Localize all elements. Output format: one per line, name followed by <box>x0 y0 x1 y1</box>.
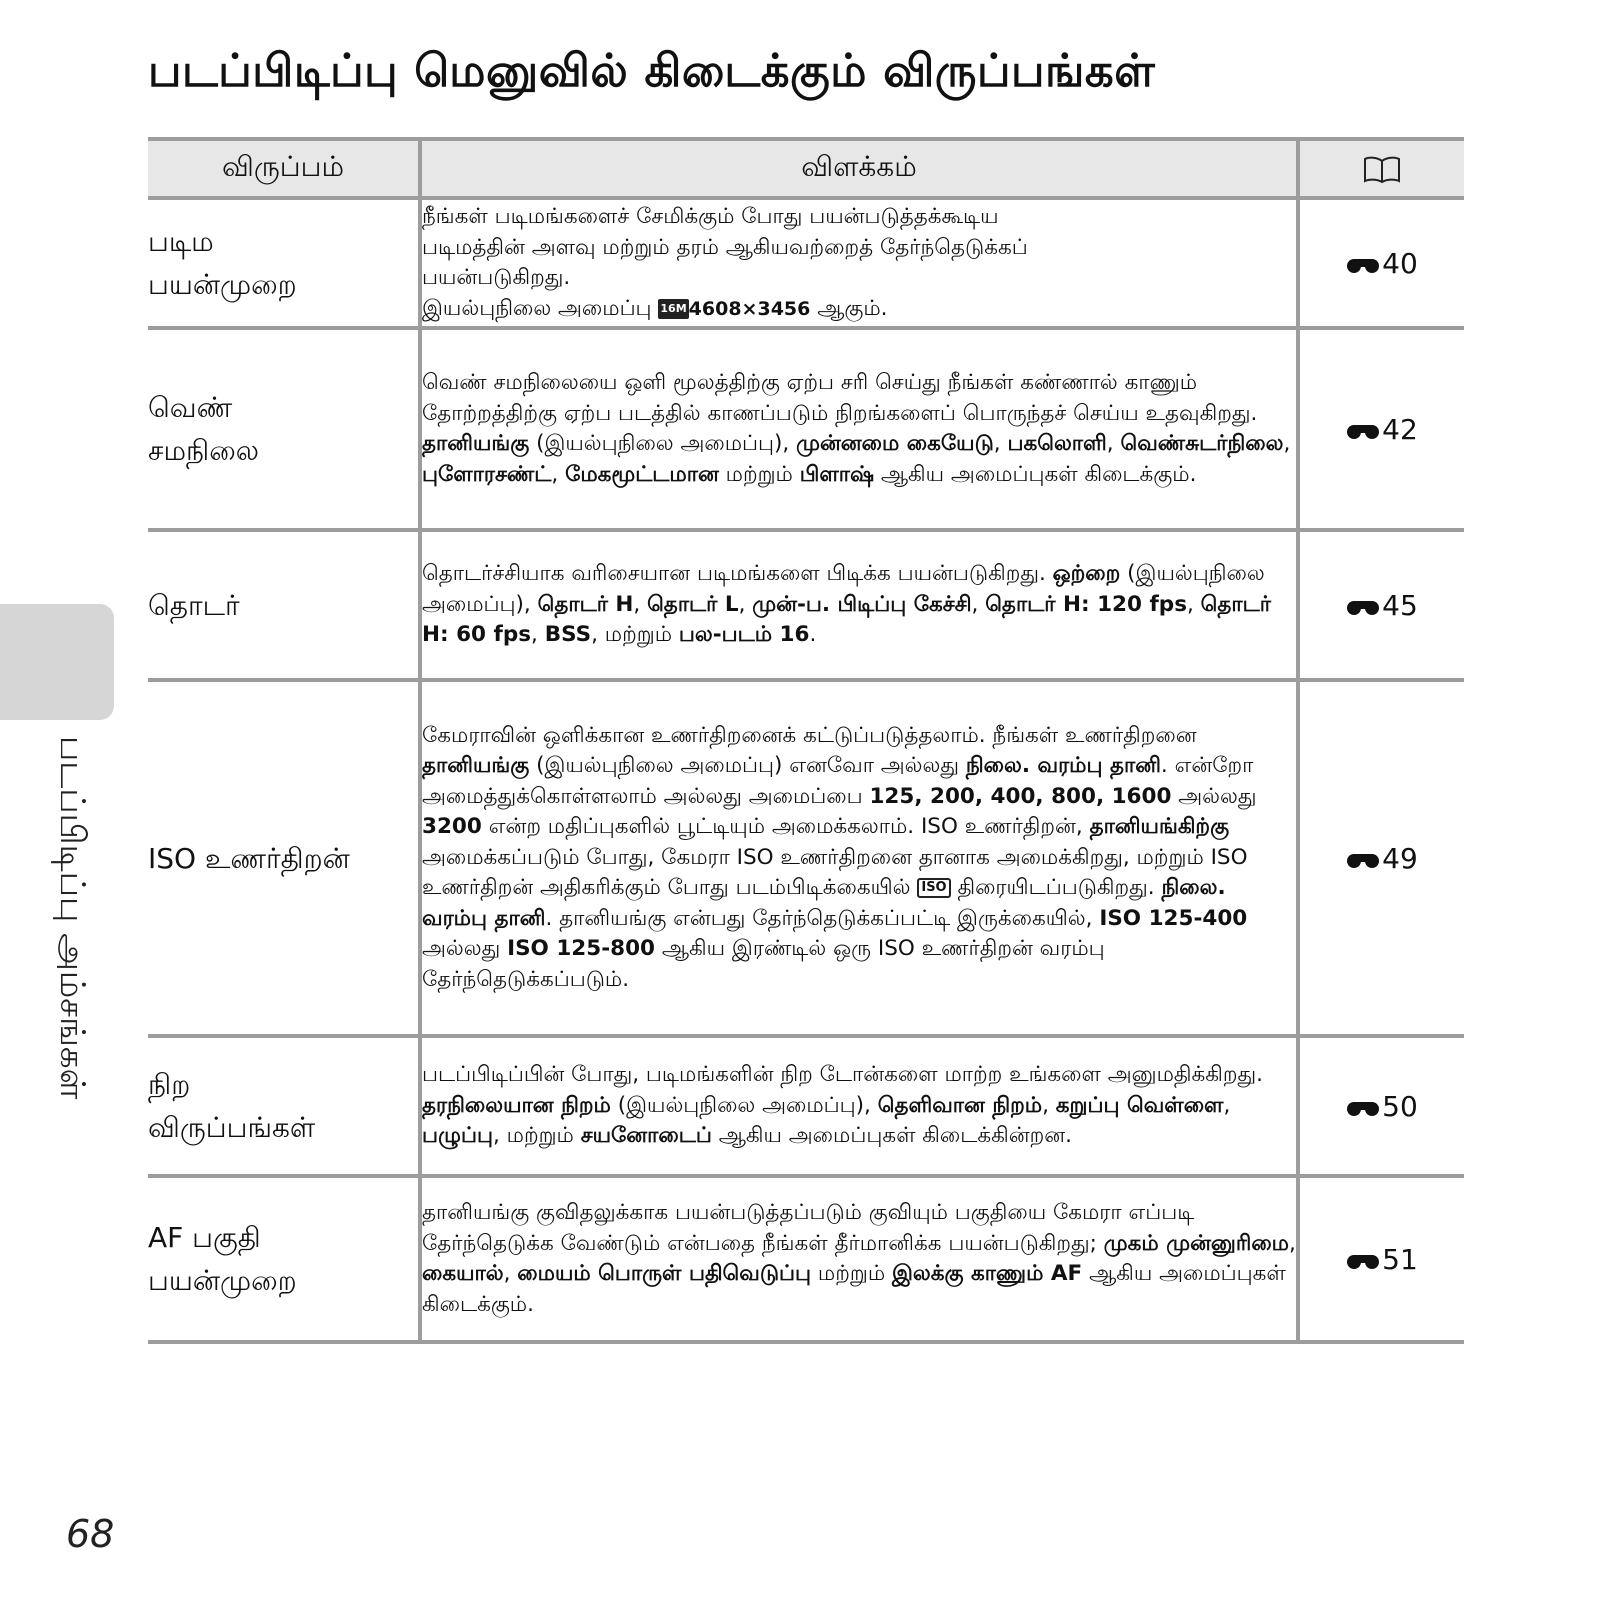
option-name: தொடர் <box>148 530 420 680</box>
page-reference: 51 <box>1298 1176 1464 1342</box>
header-option: விருப்பம் <box>148 139 420 198</box>
option-description: படப்பிடிப்பின் போது, படிமங்களின் நிற டோன்களை மாற்ற உங்களை அனுமதிக்கிறது. தரநிலையான நிறம் (இயல்புநிலை அமைப்பு), தெளிவான நிறம், கறுப்பு வெள்ளை, பழுப்பு, மற்றும் சயனோடைப் ஆகிய அமைப்புகள் கிடைக்கின்றன. <box>420 1036 1298 1176</box>
description-line: படிமத்தின் அளவு மற்றும் தரம் ஆகியவற்றைத் தேர்ந்தெடுக்கப் <box>422 234 1028 260</box>
image-size-16m-icon: 16M <box>658 299 688 319</box>
table-row <box>148 680 1464 1036</box>
table-row <box>148 1036 1464 1176</box>
option-description: கேமராவின் ஒளிக்கான உணர்திறனைக் கட்டுப்படுத்தலாம். நீங்கள் உணர்திறனை தானியங்கு (இயல்புநிலை அமைப்பு) எனவோ அல்லது நிலை. வரம்பு தானி. என்றோ அமைத்துக்கொள்ளலாம் அல்லது அமைப்பை 125, 200, 400, 800, 1600 அல்லது 3200 என்ற மதிப்புகளில் பூட்டியும் அமைக்கலாம். ISO உணர்திறன், தானியங்கிற்கு அமைக்கப்படும் போது, கேமரா ISO உணர்திறனை தானாக அமைக்கிறது, மற்றும் ISO உணர்திறன் அதிகரிக்கும் போது படம்பிடிக்கையில் ISO திரையிடப்படுகிறது. நிலை. வரம்பு தானி. தானியங்கு என்பது தேர்ந்தெடுக்கப்பட்டி இருக்கையில், ISO 125-400 அல்லது ISO 125-800 ஆகிய இரண்டில் ஒரு ISO உணர்திறன் வரம்பு தேர்ந்தெடுக்கப்படும். <box>420 680 1298 1036</box>
description-line: பயன்படுகிறது. <box>422 265 571 290</box>
binoculars-icon <box>1346 1252 1380 1270</box>
page-reference: 45 <box>1298 530 1464 680</box>
binoculars-icon <box>1346 1099 1380 1117</box>
option-description <box>420 198 1298 328</box>
page-reference: 50 <box>1298 1036 1464 1176</box>
binoculars-icon <box>1346 598 1380 616</box>
binoculars-icon <box>1346 851 1380 869</box>
page-reference: 40 <box>1298 198 1464 328</box>
table-row <box>148 328 1464 530</box>
options-table <box>148 137 1464 1344</box>
table-row <box>148 198 1464 328</box>
option-description: தொடர்ச்சியாக வரிசையான படிமங்களை பிடிக்க பயன்படுகிறது. ஒற்றை (இயல்புநிலை அமைப்பு), தொடர் H, தொடர் L, முன்-ப. பிடிப்பு கேச்சி, தொடர் H: 120 fps, தொடர் H: 60 fps, BSS, மற்றும் பல-படம் 16. <box>420 530 1298 680</box>
option-name: ISO உணர்திறன் <box>148 680 420 1036</box>
option-name: AF பகுதி பயன்முறை <box>148 1176 420 1342</box>
page-reference: 49 <box>1298 680 1464 1036</box>
header-description: விளக்கம் <box>420 139 1298 198</box>
table-row <box>148 1176 1464 1342</box>
binoculars-icon <box>1346 422 1380 440</box>
option-description: தானியங்கு குவிதலுக்காக பயன்படுத்தப்படும் குவியும் பகுதியை கேமரா எப்படி தேர்ந்தெடுக்க வேண்டும் என்பதை நீங்கள் தீர்மானிக்க பயன்படுகிறது; முகம் முன்னுரிமை, கையால், மையம் பொருள் பதிவெடுப்பு மற்றும் இலக்கு காணும் AF ஆகிய அமைப்புகள் கிடைக்கும். <box>420 1176 1298 1342</box>
option-description: வெண் சமநிலையை ஒளி மூலத்திற்கு ஏற்ப சரி செய்து நீங்கள் கண்ணால் காணும் தோற்றத்திற்கு ஏற்ப படத்தில் காணப்படும் நிறங்களைப் பொருந்தச் செய்ய உதவுகிறது. தானியங்கு (இயல்புநிலை அமைப்பு), முன்னமை கையேடு, பகலொளி, வெண்சுடர்நிலை, புளோரசண்ட், மேகமூட்டமான மற்றும் பிளாஷ் ஆகிய அமைப்புகள் கிடைக்கும். <box>420 328 1298 530</box>
iso-warning-icon: ISO <box>917 878 950 898</box>
table-header-row <box>148 139 1464 198</box>
option-name: படிம பயன்முறை <box>148 198 420 328</box>
option-name: வெண் சமநிலை <box>148 328 420 530</box>
description-line: நீங்கள் படிமங்களைச் சேமிக்கும் போது பயன்படுத்தக்கூடிய <box>422 204 999 229</box>
description-line: இயல்புநிலை அமைப்பு 16M 4608×3456 ஆகும். <box>422 295 888 321</box>
binoculars-icon <box>1346 256 1380 274</box>
book-icon <box>1363 156 1401 184</box>
page-number: 68 <box>66 1512 115 1556</box>
section-side-tab <box>0 604 114 720</box>
section-side-label: படப்பிடிப்பு அம்சங்கள் <box>52 736 92 1100</box>
option-name: நிற விருப்பங்கள் <box>148 1036 420 1176</box>
header-reference <box>1298 139 1464 198</box>
page-title: படப்பிடிப்பு மெனுவில் கிடைக்கும் விருப்பங்கள் <box>148 44 1156 97</box>
table-row <box>148 530 1464 680</box>
page-reference: 42 <box>1298 328 1464 530</box>
